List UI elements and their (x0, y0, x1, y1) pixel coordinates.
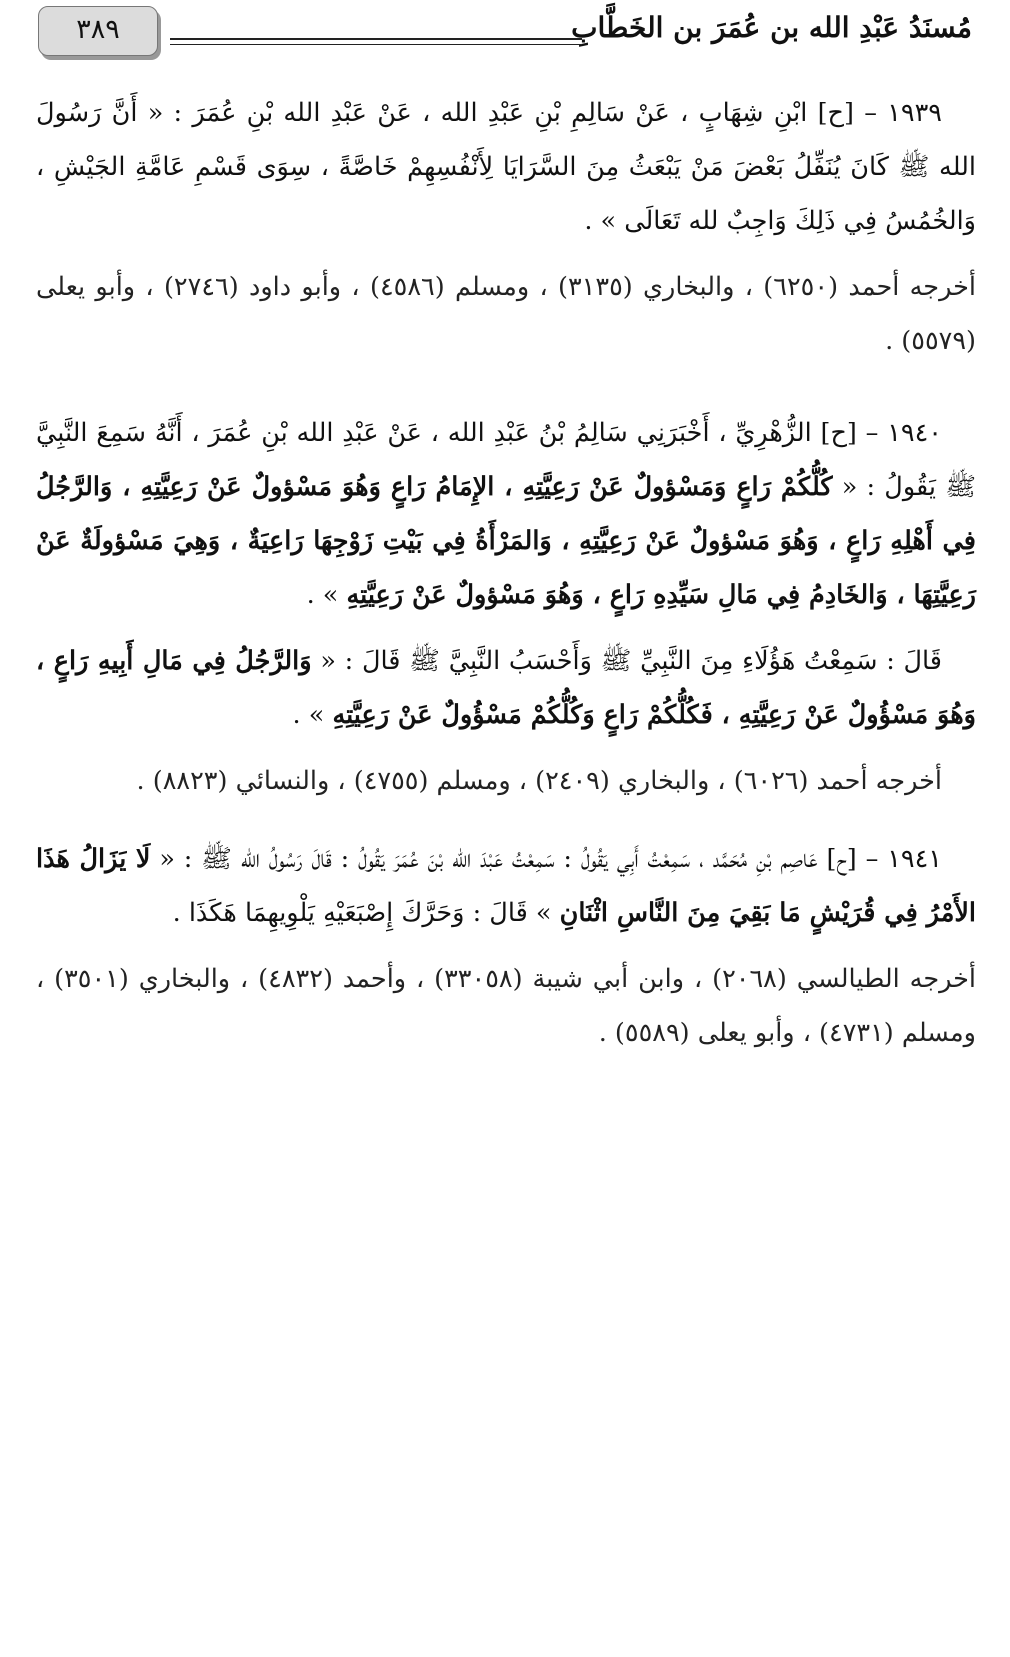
hadith-number: ١٩٤٠ (887, 418, 943, 448)
hadith-text (36, 832, 976, 940)
hadith-1941 (36, 832, 976, 1060)
hadith-body: – [ح] ابْنِ شِهَابٍ ، عَنْ سَالِمِ بْنِ عَبْدِ الله ، عَنْ عَبْدِ الله بْنِ عُمَرَ : « أَنَّ رَسُولَ الله ﷺ كَانَ يُنَفِّلُ بَعْضَ مَنْ يَبْعَثُ مِنَ السَّرَايَا لِأَنْفُسِهِمْ خَاصَّةً ، سِوَى قَسْمِ عَامَّةِ الجَيْشِ ، وَالخُمُسُ فِي ذَلِكَ وَاجِبٌ لله تَعَالَى » . (36, 98, 976, 236)
hadith-text (36, 406, 976, 622)
hadith-isnad: – [ح] الزُّهْرِيِّ ، أَخْبَرَنِي سَالِمُ بْنُ عَبْدِ الله ، عَنْ عَبْدِ الله بْنِ عُمَرَ ، أَنَّهُ سَمِعَ النَّبِيَّ ﷺ يَقُولُ : « (36, 418, 977, 502)
running-title: مُسنَدُ عَبْدِ الله بن عُمَرَ بن الخَطَّابِ (571, 11, 972, 44)
hadith-closing: » . (306, 580, 339, 610)
hadith-matn: كُلُّكُمْ رَاعٍ وَمَسْؤولٌ عَنْ رَعِيَّتِهِ ، الإِمَامُ رَاعٍ وَهُوَ مَسْؤولٌ عَنْ رَعِيَّتِهِ ، وَالرَّجُلُ فِي أَهْلِهِ رَاعٍ ، وَهُوَ مَسْؤولٌ عَنْ رَعِيَّتِهِ ، وَالمَرْأَةُ فِي بَيْتِ زَوْجِهَا رَاعِيَةٌ ، وَهِيَ مَسْؤولَةٌ عَنْ رَعِيَّتِهَا ، وَالخَادِمُ فِي مَالِ سَيِّدِهِ رَاعٍ ، وَهُوَ مَسْؤولٌ عَنْ رَعِيَّتِهِ (36, 472, 976, 610)
page-number: ٣٨٩ (38, 6, 158, 56)
hadith-text-2 (36, 634, 976, 742)
header-rule (170, 38, 582, 45)
hadith-matn-2: وَالرَّجُلُ فِي مَالِ أَبِيهِ رَاعٍ ، وَهُوَ مَسْؤُولٌ عَنْ رَعِيَّتِهِ ، فَكُلُّكُمْ رَاعٍ وَكُلُّكُمْ مَسْؤُولٌ عَنْ رَعِيَّتِهِ (36, 646, 976, 730)
hadith-number: ١٩٤١ (887, 844, 942, 874)
hadith-isnad: – [ح] عَاصِم بْنِ مُحَمَّد ، سَمِعْتُ أَبِي يَقُولُ : سَمِعْتُ عَبْدَ الله بْنَ عُمَرَ يَقُولُ : قَالَ رَسُولُ الله ﷺ : « (159, 844, 879, 874)
page-content (36, 86, 976, 1060)
hadith-1940 (36, 406, 976, 808)
hadith-1939 (36, 86, 976, 368)
hadith-number: ١٩٣٩ (887, 98, 943, 128)
hadith-closing: » قَالَ : وَحَرَّكَ إِصْبَعَيْهِ يَلْوِيهِمَا هَكَذَا . (172, 898, 552, 928)
takhrij-note: أخرجه أحمد (٦٢٥٠) ، والبخاري (٣١٣٥) ، ومسلم (٤٥٨٦) ، وأبو داود (٢٧٤٦) ، وأبو يعلى (٥٥٧٩) . (36, 272, 976, 356)
page-header (30, 6, 972, 60)
hadith-narration: قَالَ : سَمِعْتُ هَؤُلَاءِ مِنَ النَّبِيِّ ﷺ وَأَحْسَبُ النَّبِيَّ ﷺ قَالَ : « (320, 646, 942, 676)
hadith-matn: لَا يَزَالُ هَذَا الأَمْرُ فِي قُرَيْشٍ مَا بَقِيَ مِنَ النَّاسِ اثْنَانِ (36, 844, 976, 928)
takhrij-note: أخرجه الطيالسي (٢٠٦٨) ، وابن أبي شيبة (٣٣٠٥٨) ، وأحمد (٤٨٣٢) ، والبخاري (٣٥٠١) ، ومسلم (٤٧٣١) ، وأبو يعلى (٥٥٨٩) . (36, 964, 976, 1048)
takhrij-note: أخرجه أحمد (٦٠٢٦) ، والبخاري (٢٤٠٩) ، ومسلم (٤٧٥٥) ، والنسائي (٨٨٢٣) . (136, 766, 942, 796)
hadith-closing-2: » . (292, 700, 325, 730)
hadith-text (36, 86, 976, 248)
